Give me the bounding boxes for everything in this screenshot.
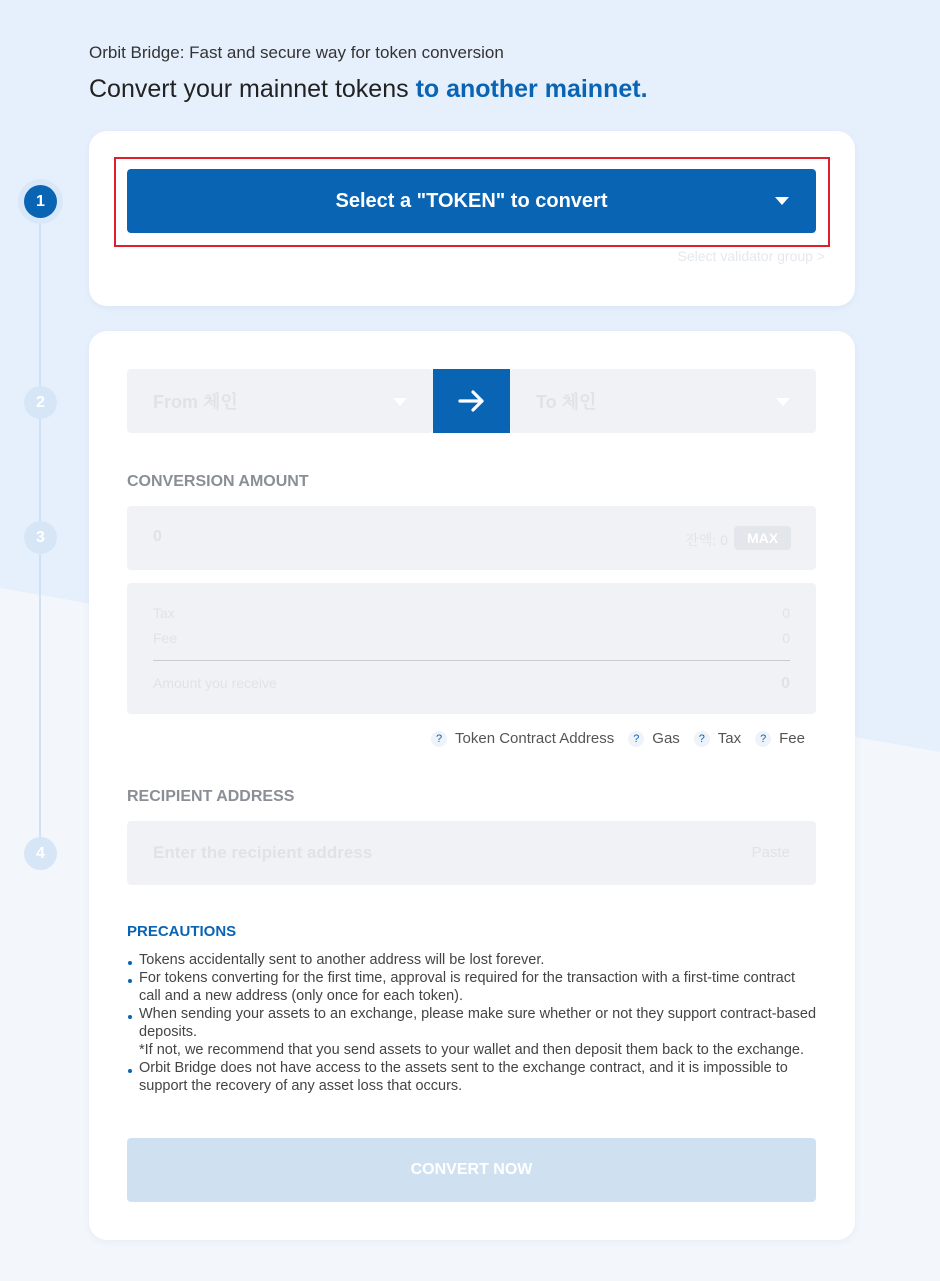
help-tax[interactable] [694,730,741,747]
paste-button[interactable]: Paste [751,844,790,861]
arrow-right-icon [458,389,486,413]
select-token-button[interactable] [127,169,816,233]
step-1-indicator: 1 [24,185,57,218]
precautions-list [127,951,817,1095]
to-chain-label: To 체인 [536,392,597,412]
page-title-accent: to another mainnet. [415,75,648,103]
help-fee[interactable] [755,730,805,747]
max-button[interactable]: MAX [734,526,791,550]
precaution-item: Tokens accidentally sent to another address will be lost forever. [127,951,817,969]
from-chain-label: From 체인 [153,392,238,412]
token-select-card [89,131,855,306]
help-gas-label: Gas [652,730,680,747]
balance-text: 잔액: 0 [685,532,728,548]
recipient-field [127,821,816,885]
chevron-down-icon [393,398,407,406]
help-tax-label: Tax [717,730,742,747]
page-title-plain: Convert your mainnet tokens [89,75,409,103]
fee-summary [127,583,816,714]
question-icon: ? [694,731,710,747]
amount-field[interactable] [127,506,816,570]
precaution-item: For tokens converting for the first time, approval is required for the transaction with a first-time contract call and a new address (only once for each token). [127,969,817,1005]
help-gas[interactable] [628,730,680,747]
precaution-item: When sending your assets to an exchange, please make sure whether or not they support contract-based deposits. [127,1005,817,1041]
question-icon: ? [431,731,447,747]
precaution-item: Orbit Bridge does not have access to the assets sent to the exchange contract, and it is impossible to support the recovery of any asset loss that occurs. [127,1059,817,1095]
divider [153,660,790,661]
to-chain-select[interactable] [510,369,816,433]
page-title [89,75,648,104]
tax-value: 0 [782,605,790,621]
help-fee-label: Fee [779,730,805,747]
step-2-indicator: 2 [24,386,57,419]
question-icon: ? [755,731,771,747]
chevron-down-icon [776,398,790,406]
tax-row [153,605,790,621]
recipient-address-input[interactable] [127,821,727,885]
conversion-form-card [89,331,855,1240]
fee-label: Fee [153,630,178,646]
precaution-note: *If not, we recommend that you send assets to your wallet and then deposit them back to the exchange. [139,1042,804,1058]
precautions-title: PRECAUTIONS [127,923,237,940]
help-token-contract-address[interactable] [431,730,614,747]
select-validator-group-link[interactable]: Select validator group > [677,248,825,264]
chevron-down-icon [775,197,789,205]
recipient-address-label: RECIPIENT ADDRESS [127,788,295,805]
from-chain-select[interactable] [127,369,433,433]
help-links [431,730,805,747]
page-subtitle: Orbit Bridge: Fast and secure way for token conversion [89,43,504,62]
select-token-label: Select a "TOKEN" to convert [335,189,608,212]
amount-input[interactable]: 0 [153,528,162,545]
fee-value: 0 [782,630,790,646]
conversion-amount-label: CONVERSION AMOUNT [127,473,309,490]
swap-chains-button[interactable] [433,369,510,433]
receive-label: Amount you receive [153,675,277,691]
convert-now-button[interactable]: CONVERT NOW [127,1138,816,1202]
fee-row [153,630,790,646]
step-4-indicator: 4 [24,837,57,870]
question-icon: ? [628,731,644,747]
tax-label: Tax [153,605,175,621]
receive-value: 0 [781,675,790,692]
step-3-indicator: 3 [24,521,57,554]
help-token-contract-label: Token Contract Address [455,730,615,747]
receive-row [153,675,790,693]
